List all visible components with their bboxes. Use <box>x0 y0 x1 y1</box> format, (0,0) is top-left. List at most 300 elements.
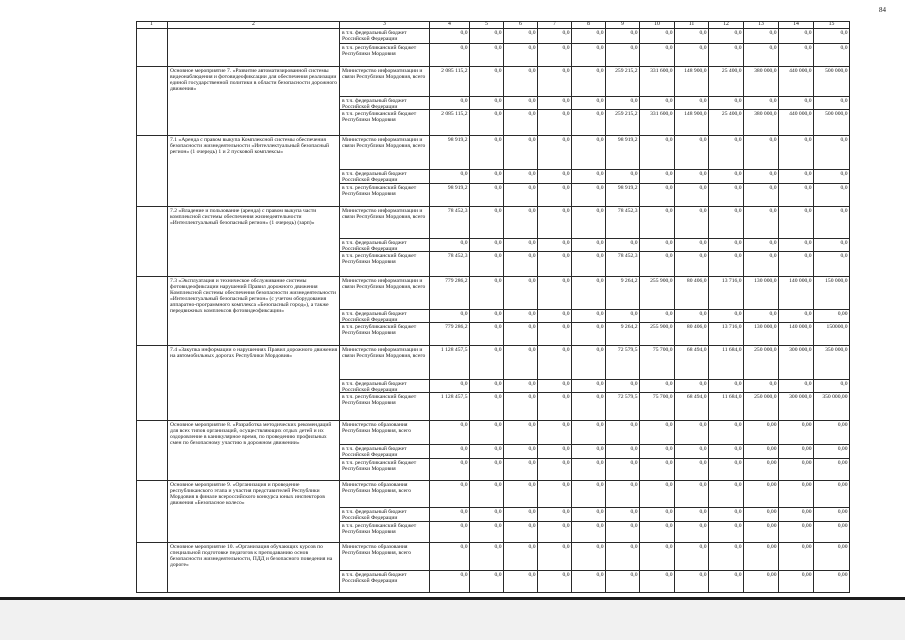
value-cell: 0,0 <box>709 508 744 522</box>
value-cell: 0,0 <box>709 184 744 207</box>
value-cell: 0,0 <box>606 380 640 393</box>
value-cell: 0,0 <box>572 459 606 481</box>
funding-source-cell: в т.ч. республиканский бюджет Республики Мордовия <box>340 44 430 67</box>
value-cell: 0,0 <box>675 207 709 239</box>
value-cell: 78 452,3 <box>430 252 470 277</box>
value-cell: 0,0 <box>504 29 538 44</box>
value-cell: 0,0 <box>744 136 779 170</box>
funding-source-cell: Министерство информатизации и связи Республики Мордовия, всего <box>340 136 430 170</box>
value-cell: 140 000,0 <box>779 323 814 346</box>
column-number-header: 13 <box>744 21 779 29</box>
value-cell: 0,0 <box>470 380 504 393</box>
value-cell: 0,0 <box>470 346 504 380</box>
value-cell: 0,00 <box>744 508 779 522</box>
value-cell: 0,0 <box>470 310 504 323</box>
value-cell: 0,0 <box>430 44 470 67</box>
value-cell: 0,0 <box>779 184 814 207</box>
funding-source-cell: Министерство информатизации и связи Республики Мордовия, всего <box>340 67 430 97</box>
value-cell: 0,0 <box>504 522 538 543</box>
column-number-header: 8 <box>572 21 606 29</box>
value-cell: 0,0 <box>675 252 709 277</box>
value-cell: 0,0 <box>538 239 572 252</box>
value-cell: 148 900,0 <box>675 67 709 97</box>
value-cell: 0,0 <box>430 421 470 445</box>
funding-source-cell: в т.ч. республиканский бюджет Республики Мордовия <box>340 323 430 346</box>
value-cell: 0,0 <box>675 380 709 393</box>
value-cell: 0,0 <box>538 207 572 239</box>
value-cell: 0,0 <box>675 543 709 571</box>
value-cell: 0,0 <box>709 571 744 593</box>
value-cell: 9 264,2 <box>606 323 640 346</box>
value-cell: 0,0 <box>470 184 504 207</box>
value-cell: 0,0 <box>504 252 538 277</box>
value-cell: 0,0 <box>606 571 640 593</box>
value-cell: 98 919,2 <box>606 184 640 207</box>
value-cell: 0,0 <box>709 543 744 571</box>
measure-description-cell: 7.3 «Эксплуатация и техническое обслуживание системы фотовидеофиксации нарушений Правил дорожного движения Комплексной системы обеспечения безопасности жизнедеятельности «Интеллектуальный безопасный регион» (с учетом оборудования аппаратно-программного комплекса «Безопасный город»), а также передвижных комплексов фотовидеофиксации» <box>168 277 340 346</box>
value-cell: 0,00 <box>779 421 814 445</box>
value-cell: 9 264,2 <box>606 277 640 310</box>
value-cell: 0,0 <box>470 323 504 346</box>
value-cell: 0,0 <box>538 346 572 380</box>
value-cell: 25 400,0 <box>709 67 744 97</box>
value-cell: 0,0 <box>675 571 709 593</box>
value-cell: 0,0 <box>430 170 470 184</box>
value-cell: 779 286,2 <box>430 323 470 346</box>
value-cell: 0,00 <box>779 543 814 571</box>
value-cell: 130 000,0 <box>744 277 779 310</box>
value-cell: 0,0 <box>504 97 538 110</box>
value-cell: 0,0 <box>572 508 606 522</box>
value-cell: 0,0 <box>470 110 504 136</box>
value-cell: 0,0 <box>538 459 572 481</box>
column-number-header: 2 <box>168 21 340 29</box>
value-cell: 0,0 <box>470 170 504 184</box>
value-cell: 0,0 <box>814 170 850 184</box>
funding-source-cell: в т.ч. федеральный бюджет Российской Федерации <box>340 508 430 522</box>
value-cell: 0,0 <box>675 136 709 170</box>
value-cell: 0,0 <box>606 445 640 459</box>
funding-source-cell: Министерство информатизации и связи Республики Мордовия, всего <box>340 346 430 380</box>
value-cell: 0,0 <box>744 44 779 67</box>
value-cell: 0,0 <box>504 110 538 136</box>
value-cell: 0,0 <box>572 393 606 421</box>
value-cell: 0,0 <box>504 207 538 239</box>
value-cell: 0,00 <box>744 421 779 445</box>
value-cell: 0,0 <box>640 421 675 445</box>
column-number-header: 3 <box>340 21 430 29</box>
value-cell: 259 215,2 <box>606 110 640 136</box>
value-cell: 80 406,0 <box>675 277 709 310</box>
value-cell: 0,0 <box>675 29 709 44</box>
value-cell: 0,00 <box>814 310 850 323</box>
funding-source-cell: в т.ч. федеральный бюджет Российской Федерации <box>340 239 430 252</box>
value-cell: 779 286,2 <box>430 277 470 310</box>
value-cell: 0,0 <box>814 136 850 170</box>
value-cell: 0,0 <box>504 170 538 184</box>
value-cell: 0,0 <box>470 44 504 67</box>
value-cell: 0,0 <box>606 421 640 445</box>
value-cell: 380 000,0 <box>744 67 779 97</box>
value-cell: 0,0 <box>504 393 538 421</box>
value-cell: 0,0 <box>640 571 675 593</box>
value-cell: 0,0 <box>709 421 744 445</box>
value-cell: 0,0 <box>606 310 640 323</box>
value-cell: 0,00 <box>779 571 814 593</box>
funding-source-cell: в т.ч. республиканский бюджет Республики Мордовия <box>340 184 430 207</box>
value-cell: 0,0 <box>430 522 470 543</box>
value-cell: 0,0 <box>538 481 572 508</box>
value-cell: 0,0 <box>744 184 779 207</box>
value-cell: 250 000,0 <box>744 393 779 421</box>
value-cell: 0,0 <box>430 508 470 522</box>
value-cell: 68 494,0 <box>675 346 709 380</box>
value-cell: 0,0 <box>470 29 504 44</box>
measure-description-cell: Основное мероприятие 7. «Развитие автоматизированной системы видеонаблюдения и фотовидеофиксации для обеспечения реализации единой государственной политики в области безопасности дорожного движения» <box>168 67 340 136</box>
value-cell: 0,0 <box>572 239 606 252</box>
value-cell: 130 000,0 <box>744 323 779 346</box>
value-cell: 0,0 <box>504 67 538 97</box>
value-cell: 0,0 <box>640 252 675 277</box>
value-cell: 0,0 <box>470 571 504 593</box>
value-cell: 0,00 <box>814 571 850 593</box>
value-cell: 2 085 115,2 <box>430 110 470 136</box>
value-cell: 0,0 <box>572 97 606 110</box>
value-cell: 0,0 <box>538 67 572 97</box>
value-cell: 0,0 <box>572 29 606 44</box>
measure-description-cell: 7.4 «Закупка информации о нарушениях Правил дорожного движения на автомобильных дорогах Республики Мордовия» <box>168 346 340 421</box>
value-cell: 0,0 <box>640 508 675 522</box>
value-cell: 440 000,0 <box>779 67 814 97</box>
value-cell: 0,0 <box>504 346 538 380</box>
value-cell: 0,00 <box>814 508 850 522</box>
value-cell: 0,0 <box>430 459 470 481</box>
value-cell: 0,00 <box>744 445 779 459</box>
funding-source-cell: в т.ч. республиканский бюджет Республики Мордовия <box>340 252 430 277</box>
column-number-header: 5 <box>470 21 504 29</box>
value-cell: 259 215,2 <box>606 67 640 97</box>
value-cell: 0,0 <box>572 421 606 445</box>
value-cell: 0,0 <box>572 136 606 170</box>
value-cell: 0,0 <box>606 508 640 522</box>
row-number-cell <box>136 136 168 207</box>
funding-source-cell: в т.ч. федеральный бюджет Российской Федерации <box>340 310 430 323</box>
column-number-header: 10 <box>640 21 675 29</box>
value-cell: 0,0 <box>606 97 640 110</box>
value-cell: 0,0 <box>538 421 572 445</box>
value-cell: 0,0 <box>709 522 744 543</box>
column-number-header: 7 <box>538 21 572 29</box>
value-cell: 0,0 <box>640 380 675 393</box>
value-cell: 0,0 <box>606 29 640 44</box>
value-cell: 0,0 <box>709 170 744 184</box>
value-cell: 0,0 <box>430 310 470 323</box>
value-cell: 0,0 <box>640 239 675 252</box>
value-cell: 68 494,0 <box>675 393 709 421</box>
value-cell: 0,0 <box>572 310 606 323</box>
value-cell: 0,0 <box>538 252 572 277</box>
value-cell: 0,0 <box>744 97 779 110</box>
value-cell: 0,00 <box>744 459 779 481</box>
value-cell: 0,0 <box>430 445 470 459</box>
value-cell: 0,0 <box>640 184 675 207</box>
value-cell: 0,0 <box>709 29 744 44</box>
value-cell: 72 579,5 <box>606 346 640 380</box>
value-cell: 0,0 <box>470 136 504 170</box>
value-cell: 0,0 <box>675 97 709 110</box>
row-number-cell <box>136 277 168 346</box>
row-number-cell <box>136 346 168 421</box>
value-cell: 0,0 <box>814 252 850 277</box>
value-cell: 0,0 <box>814 380 850 393</box>
value-cell: 0,0 <box>572 277 606 310</box>
value-cell: 11 684,0 <box>709 346 744 380</box>
value-cell: 0,0 <box>606 239 640 252</box>
value-cell: 0,0 <box>572 44 606 67</box>
value-cell: 0,0 <box>538 571 572 593</box>
value-cell: 0,0 <box>538 310 572 323</box>
value-cell: 0,0 <box>572 522 606 543</box>
value-cell: 0,0 <box>572 481 606 508</box>
column-number-header: 9 <box>606 21 640 29</box>
value-cell: 11 684,0 <box>709 393 744 421</box>
funding-source-cell: Министерство образования Республики Мордовия, всего <box>340 481 430 508</box>
value-cell: 0,0 <box>675 459 709 481</box>
measure-description-cell: Основное мероприятие 9. «Организация и проведение республиканского этапа и участия представителей Республики Мордовия в финале всероссийского конкурса юных инспекторов движения «Безопасное колесо» <box>168 481 340 543</box>
value-cell: 0,0 <box>470 277 504 310</box>
value-cell: 0,0 <box>430 380 470 393</box>
value-cell: 0,0 <box>470 67 504 97</box>
value-cell: 13 716,0 <box>709 277 744 310</box>
value-cell: 0,0 <box>504 459 538 481</box>
value-cell: 0,0 <box>709 459 744 481</box>
value-cell: 0,0 <box>504 310 538 323</box>
value-cell: 331 600,0 <box>640 67 675 97</box>
value-cell: 0,0 <box>640 522 675 543</box>
column-number-header: 1 <box>136 21 168 29</box>
value-cell: 0,0 <box>709 445 744 459</box>
value-cell: 0,0 <box>606 459 640 481</box>
value-cell: 0,0 <box>814 29 850 44</box>
value-cell: 2 085 115,2 <box>430 67 470 97</box>
page-number: 84 <box>879 6 886 14</box>
value-cell: 0,00 <box>814 445 850 459</box>
measure-description-cell: Основное мероприятие 10. «Организация обучающих курсов по специальной подготовке педагогов к преподаванию основ безопасности жизнедеятельности, ПДД и безопасного поведения на дороге» <box>168 543 340 593</box>
value-cell: 255 900,0 <box>640 323 675 346</box>
value-cell: 0,0 <box>709 310 744 323</box>
value-cell: 0,0 <box>430 29 470 44</box>
value-cell: 0,0 <box>430 97 470 110</box>
value-cell: 0,00 <box>744 522 779 543</box>
funding-source-cell: в т.ч. федеральный бюджет Российской Федерации <box>340 445 430 459</box>
value-cell: 0,0 <box>640 207 675 239</box>
row-number-cell <box>136 207 168 277</box>
value-cell: 0,0 <box>814 44 850 67</box>
value-cell: 0,0 <box>572 184 606 207</box>
value-cell: 0,0 <box>709 380 744 393</box>
value-cell: 140 000,0 <box>779 277 814 310</box>
value-cell: 0,0 <box>504 445 538 459</box>
value-cell: 0,0 <box>606 44 640 67</box>
column-number-header: 4 <box>430 21 470 29</box>
value-cell: 0,0 <box>504 543 538 571</box>
value-cell: 80 406,0 <box>675 323 709 346</box>
value-cell: 0,0 <box>538 277 572 310</box>
value-cell: 0,0 <box>538 97 572 110</box>
funding-source-cell: в т.ч. республиканский бюджет Республики Мордовия <box>340 393 430 421</box>
value-cell: 0,0 <box>430 239 470 252</box>
value-cell: 0,0 <box>572 346 606 380</box>
value-cell: 0,0 <box>814 207 850 239</box>
value-cell: 0,0 <box>538 393 572 421</box>
value-cell: 0,00 <box>744 543 779 571</box>
value-cell: 0,0 <box>779 310 814 323</box>
value-cell: 0,0 <box>572 110 606 136</box>
value-cell: 0,0 <box>538 543 572 571</box>
value-cell: 0,0 <box>606 170 640 184</box>
value-cell: 0,0 <box>744 310 779 323</box>
measure-description-cell: Основное мероприятие 8. «Разработка методических рекомендаций для всех типов организаций, осуществляющих отдых детей и их оздоровление в каникулярное время, по проведению профильных смен по безопасному участию в дорожном движении» <box>168 421 340 481</box>
value-cell: 350 000,0 <box>814 346 850 380</box>
value-cell: 0,0 <box>470 207 504 239</box>
value-cell: 0,0 <box>470 543 504 571</box>
value-cell: 0,0 <box>504 421 538 445</box>
value-cell: 0,0 <box>538 184 572 207</box>
value-cell: 0,0 <box>640 543 675 571</box>
value-cell: 98 919,2 <box>430 184 470 207</box>
scan-margin <box>0 600 905 640</box>
value-cell: 0,0 <box>675 421 709 445</box>
value-cell: 98 919,2 <box>606 136 640 170</box>
value-cell: 0,0 <box>709 97 744 110</box>
value-cell: 0,0 <box>504 184 538 207</box>
value-cell: 0,00 <box>814 522 850 543</box>
value-cell: 0,0 <box>538 508 572 522</box>
value-cell: 250 000,0 <box>744 346 779 380</box>
value-cell: 13 716,0 <box>709 323 744 346</box>
value-cell: 0,0 <box>430 543 470 571</box>
value-cell: 300 000,0 <box>779 346 814 380</box>
measure-description-cell <box>168 29 340 67</box>
value-cell: 0,0 <box>744 380 779 393</box>
value-cell: 0,0 <box>572 252 606 277</box>
funding-source-cell: Министерство образования Республики Мордовия, всего <box>340 421 430 445</box>
row-number-cell <box>136 29 168 67</box>
value-cell: 0,0 <box>572 207 606 239</box>
value-cell: 0,0 <box>640 310 675 323</box>
value-cell: 0,0 <box>470 97 504 110</box>
value-cell: 0,0 <box>814 239 850 252</box>
value-cell: 0,0 <box>675 310 709 323</box>
value-cell: 0,00 <box>814 421 850 445</box>
value-cell: 0,0 <box>538 110 572 136</box>
value-cell: 75 700,0 <box>640 346 675 380</box>
value-cell: 98 919,2 <box>430 136 470 170</box>
value-cell: 0,0 <box>709 136 744 170</box>
value-cell: 78 452,3 <box>430 207 470 239</box>
value-cell: 0,0 <box>640 459 675 481</box>
value-cell: 0,0 <box>744 207 779 239</box>
value-cell: 0,0 <box>606 481 640 508</box>
column-number-header: 12 <box>709 21 744 29</box>
value-cell: 0,0 <box>430 571 470 593</box>
value-cell: 500 000,0 <box>814 67 850 97</box>
value-cell: 0,0 <box>709 207 744 239</box>
value-cell: 255 900,0 <box>640 277 675 310</box>
row-number-cell <box>136 67 168 136</box>
value-cell: 0,0 <box>779 239 814 252</box>
funding-source-cell: в т.ч. федеральный бюджет Российской Федерации <box>340 97 430 110</box>
value-cell: 350 000,00 <box>814 393 850 421</box>
column-number-header: 15 <box>814 21 850 29</box>
funding-source-cell: в т.ч. федеральный бюджет Российской Федерации <box>340 571 430 593</box>
value-cell: 0,00 <box>814 481 850 508</box>
value-cell: 0,0 <box>470 508 504 522</box>
value-cell: 0,0 <box>675 170 709 184</box>
value-cell: 0,0 <box>572 445 606 459</box>
value-cell: 0,0 <box>538 136 572 170</box>
row-number-cell <box>136 543 168 593</box>
value-cell: 0,0 <box>538 380 572 393</box>
column-number-header: 14 <box>779 21 814 29</box>
value-cell: 0,0 <box>744 239 779 252</box>
value-cell: 0,0 <box>572 380 606 393</box>
value-cell: 0,0 <box>504 136 538 170</box>
funding-source-cell: в т.ч. республиканский бюджет Республики Мордовия <box>340 522 430 543</box>
value-cell: 0,0 <box>814 97 850 110</box>
value-cell: 0,0 <box>675 44 709 67</box>
value-cell: 0,0 <box>606 543 640 571</box>
value-cell: 0,0 <box>572 170 606 184</box>
funding-source-cell: в т.ч. федеральный бюджет Российской Федерации <box>340 380 430 393</box>
value-cell: 0,0 <box>779 136 814 170</box>
value-cell: 0,00 <box>814 459 850 481</box>
measure-description-cell: 7.2 «Владение и пользование (аренда) с правом выкупа части комплексной системы обеспечения жизнедеятельности «Интеллектуальный безопасный регион» (1 очередь) (зарп)» <box>168 207 340 277</box>
value-cell: 0,0 <box>779 170 814 184</box>
funding-source-cell: Министерство образования Республики Мордовия, всего <box>340 543 430 571</box>
value-cell: 0,0 <box>572 323 606 346</box>
value-cell: 0,0 <box>779 97 814 110</box>
value-cell: 0,0 <box>640 29 675 44</box>
value-cell: 1 128 457,5 <box>430 346 470 380</box>
value-cell: 150 000,0 <box>814 277 850 310</box>
value-cell: 300 000,0 <box>779 393 814 421</box>
value-cell: 148 900,0 <box>675 110 709 136</box>
value-cell: 0,0 <box>675 481 709 508</box>
value-cell: 500 000,0 <box>814 110 850 136</box>
value-cell: 0,0 <box>640 136 675 170</box>
value-cell: 75 700,0 <box>640 393 675 421</box>
value-cell: 0,0 <box>538 445 572 459</box>
value-cell: 0,0 <box>430 481 470 508</box>
funding-source-cell: Министерство информатизации и связи Республики Мордовия, всего <box>340 207 430 239</box>
value-cell: 0,0 <box>606 522 640 543</box>
column-number-header: 6 <box>504 21 538 29</box>
value-cell: 78 452,3 <box>606 207 640 239</box>
value-cell: 0,0 <box>814 184 850 207</box>
value-cell: 0,0 <box>504 481 538 508</box>
value-cell: 0,0 <box>675 522 709 543</box>
value-cell: 0,0 <box>640 481 675 508</box>
value-cell: 0,0 <box>504 44 538 67</box>
value-cell: 0,0 <box>779 380 814 393</box>
value-cell: 0,0 <box>470 522 504 543</box>
funding-source-cell: в т.ч. федеральный бюджет Российской Федерации <box>340 170 430 184</box>
value-cell: 25 400,0 <box>709 110 744 136</box>
value-cell: 0,0 <box>572 543 606 571</box>
value-cell: 0,0 <box>744 170 779 184</box>
value-cell: 0,0 <box>504 380 538 393</box>
